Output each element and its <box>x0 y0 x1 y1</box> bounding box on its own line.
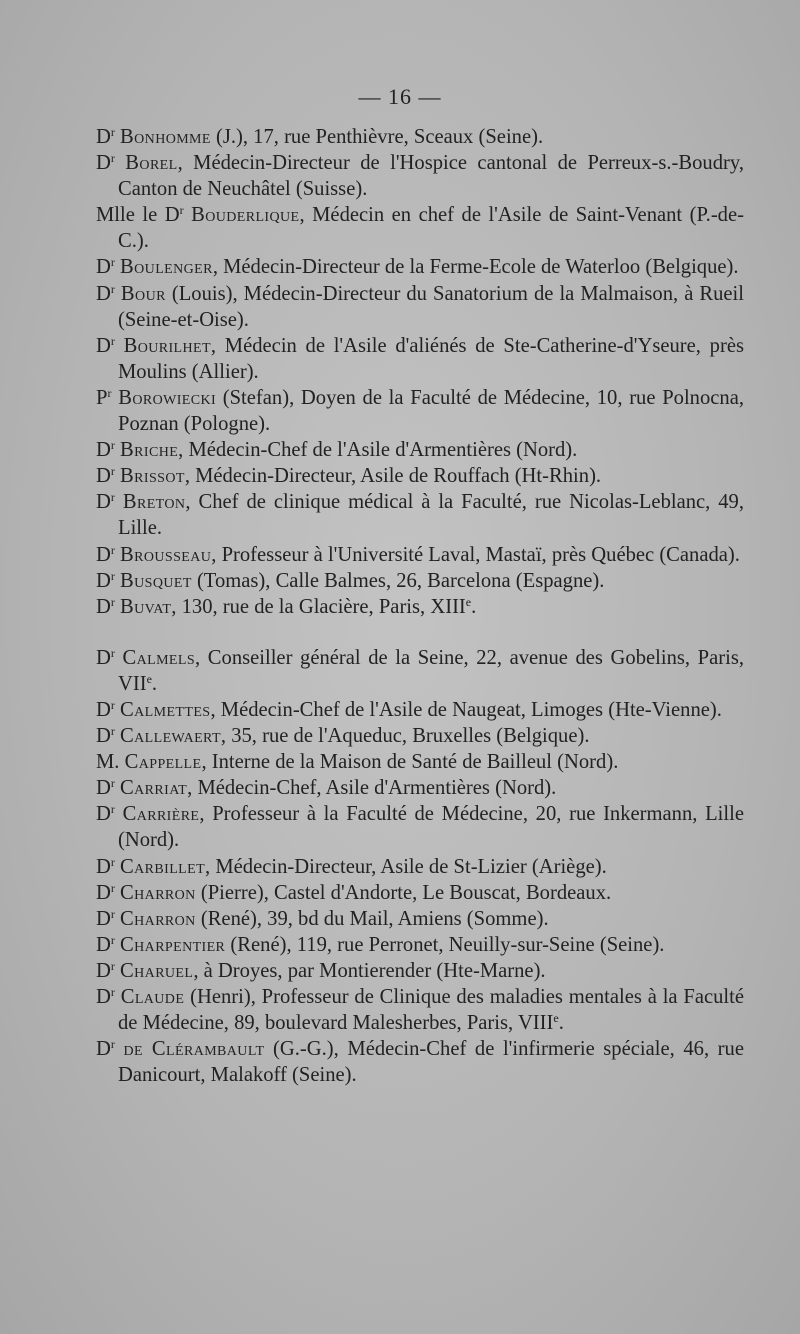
entry-name: Boulenger <box>120 256 213 279</box>
directory-entry <box>96 254 744 280</box>
entry-title-superscript: r <box>110 906 115 921</box>
entry-name: Calmels <box>122 646 196 669</box>
entry-name: Borowiecki <box>118 386 217 409</box>
entry-details: (Pierre), Castel d'Andorte, Le Bouscat, Bordeaux. <box>195 881 612 904</box>
ordinal-superscript: e <box>553 1011 559 1026</box>
directory-entry <box>96 932 744 958</box>
directory-entry <box>96 489 744 541</box>
entry-title: D <box>96 646 111 669</box>
entry-title: D <box>96 907 111 930</box>
entry-title: D <box>96 986 111 1008</box>
entry-title: D <box>96 152 111 175</box>
entry-title: D <box>96 491 111 514</box>
entry-details: (Stefan), Doyen de la Faculté de Médecine, 10, rue Polnocna, Poznan (Pologne). <box>118 386 744 436</box>
entry-details: , Médecin de l'Asile d'aliénés de Ste-Catherine-d'Yseure, près Moulins (Allier). <box>118 334 744 383</box>
entry-name: Brousseau <box>120 543 212 566</box>
entry-name: Callewaert <box>120 725 221 748</box>
directory-entry <box>96 984 744 1036</box>
directory-entry <box>96 385 744 437</box>
entry-details: (Tomas), Calle Balmes, 26, Barcelona (Espagne). <box>191 569 605 592</box>
entry-title-superscript: r <box>110 490 115 505</box>
entry-details: (René), 119, rue Perronet, Neuilly-sur-Seine (Seine). <box>225 933 665 956</box>
entry-title: D <box>96 933 111 956</box>
entry-title: D <box>96 543 111 566</box>
directory-entry <box>96 437 744 463</box>
entry-title: D <box>96 881 111 904</box>
entry-title: D <box>96 1038 111 1061</box>
directory-entry <box>96 749 744 775</box>
entry-title-superscript: r <box>110 1037 115 1052</box>
entry-name: Charpentier <box>120 933 226 956</box>
directory-entry <box>96 645 744 697</box>
entry-details-end: . <box>471 595 477 618</box>
entry-name: de Clérambault <box>123 1038 265 1061</box>
entry-name: Charron <box>120 907 196 930</box>
entry-title-superscript: r <box>110 125 115 139</box>
directory-entry <box>96 775 744 801</box>
entry-title: D <box>96 439 111 462</box>
entry-title-superscript: r <box>110 281 115 296</box>
entry-title: D <box>96 855 111 878</box>
entry-details: (J.), 17, rue Penthièvre, Sceaux (Seine). <box>210 126 544 148</box>
entry-name: Breton <box>122 491 186 514</box>
entry-details: , 130, rue de la Glacière, Paris, XIII <box>171 595 466 618</box>
entry-title-superscript: r <box>110 333 115 348</box>
entry-title-superscript: r <box>110 697 115 712</box>
entry-title: D <box>96 698 111 721</box>
entry-name: Bonhomme <box>120 126 211 148</box>
entry-details: , à Droyes, par Montierender (Hte-Marne). <box>193 959 546 982</box>
entry-details: (Henri), Professeur de Clinique des maladies mentales à la Faculté de Médecine, 89, boulevard Malesherbes, Paris, VIII <box>118 986 744 1035</box>
directory-entry <box>96 906 744 932</box>
entry-details: , Médecin en chef de l'Asile de Saint-Venant (P.-de-C.). <box>118 204 744 253</box>
entry-title-superscript: r <box>110 932 115 947</box>
entry-name: Bourilhet <box>123 334 211 357</box>
entry-title-superscript: r <box>110 854 115 869</box>
entry-details: (G.-G.), Médecin-Chef de l'infirmerie spéciale, 46, rue Danicourt, Malakoff (Seine). <box>118 1038 744 1087</box>
entry-title-superscript: r <box>110 594 115 609</box>
entry-title-superscript: r <box>110 802 115 817</box>
directory-entry <box>96 697 744 723</box>
entry-title-superscript: r <box>110 645 115 660</box>
directory-entry <box>96 333 744 385</box>
entry-details: , Médecin-Chef de l'Asile de Naugeat, Limoges (Hte-Vienne). <box>210 698 722 721</box>
entry-title-superscript: r <box>110 542 115 557</box>
entry-name: Bouderlique <box>191 204 300 227</box>
entry-title-superscript: r <box>110 151 115 166</box>
entry-name: Cappelle <box>124 751 202 774</box>
entry-name: Carriat <box>120 777 188 800</box>
entry-name: Carrière <box>122 803 200 826</box>
entry-details: , Médecin-Directeur, Asile de St-Lizier (Ariège). <box>205 855 607 878</box>
entry-name: Calmettes <box>120 698 211 721</box>
entry-title: M. <box>96 751 120 774</box>
page-number: — 16 — <box>358 84 442 109</box>
entry-title: D <box>96 725 111 748</box>
entry-details: , Médecin-Directeur, Asile de Rouffach (Ht-Rhin). <box>184 465 602 488</box>
directory-entry <box>96 281 744 333</box>
directory-entry <box>96 542 744 568</box>
directory-entry <box>96 124 744 150</box>
entry-name: Briche <box>120 439 179 462</box>
entry-title: D <box>96 959 111 982</box>
entry-name: Bour <box>120 282 166 305</box>
entry-title-superscript: r <box>110 985 115 999</box>
entry-title: D <box>96 569 111 592</box>
entry-details-end: . <box>151 672 158 695</box>
entry-title-superscript: r <box>110 776 115 791</box>
entry-title-superscript: r <box>110 568 115 583</box>
ordinal-superscript: e <box>146 671 152 686</box>
directory-entry <box>96 594 744 620</box>
entry-name: Buvat <box>120 595 172 618</box>
entry-title-superscript: r <box>110 438 115 453</box>
entry-title: D <box>96 334 111 357</box>
entry-details-end: . <box>558 1012 564 1035</box>
entry-details: , Médecin-Chef de l'Asile d'Armentières (Nord). <box>178 439 578 462</box>
directory-entry <box>96 202 744 254</box>
entry-title: D <box>96 803 111 826</box>
entry-details: , Médecin-Directeur de l'Hospice cantonal de Perreux-s.-Boudry, Canton de Neuchâtel (Suisse). <box>118 152 744 201</box>
entry-details: , Médecin-Directeur de la Ferme-Ecole de Waterloo (Belgique). <box>212 256 739 279</box>
entry-details: , Médecin-Chef, Asile d'Armentières (Nord). <box>187 777 557 800</box>
entry-title: D <box>96 282 111 305</box>
directory-entry <box>96 1036 744 1088</box>
entry-details: , 35, rue de l'Aqueduc, Bruxelles (Belgique). <box>220 725 590 748</box>
ordinal-superscript: e <box>465 594 472 609</box>
entry-name: Claude <box>120 986 185 1008</box>
entry-title: P <box>96 386 108 409</box>
entry-title-superscript: r <box>110 880 115 895</box>
directory-entry <box>96 723 744 749</box>
entry-name: Busquet <box>120 569 192 592</box>
entry-title-superscript: r <box>110 255 115 270</box>
entry-details: , Conseiller général de la Seine, 22, avenue des Gobelins, Paris, VII <box>118 646 744 695</box>
directory-list <box>96 124 744 1088</box>
entry-title-superscript: r <box>107 385 112 400</box>
directory-entry <box>96 568 744 594</box>
entry-title: D <box>96 465 111 488</box>
entry-title: D <box>96 256 111 279</box>
entry-name: Carbillet <box>120 855 206 878</box>
entry-title: Mlle le D <box>96 204 180 227</box>
entry-title: D <box>96 126 111 148</box>
directory-entry <box>96 801 744 853</box>
entry-title-superscript: r <box>110 958 115 973</box>
directory-entry <box>96 880 744 906</box>
entry-title-superscript: r <box>179 203 184 218</box>
entry-name: Borel <box>125 152 178 175</box>
entry-details: , Professeur à la Faculté de Médecine, 20, rue Inkermann, Lille (Nord). <box>118 803 744 852</box>
entry-title-superscript: r <box>110 464 115 479</box>
directory-entry <box>96 463 744 489</box>
entry-name: Brissot <box>120 465 185 488</box>
entry-name: Charron <box>120 881 196 904</box>
entry-title: D <box>96 777 111 800</box>
entry-details: , Chef de clinique médical à la Faculté, rue Nicolas-Leblanc, 49, Lille. <box>118 491 744 540</box>
entry-title: D <box>96 595 111 618</box>
directory-entry <box>96 150 744 202</box>
directory-entry <box>96 854 744 880</box>
entry-name: Charuel <box>120 959 194 982</box>
entry-title-superscript: r <box>110 724 115 739</box>
entry-details: (René), 39, bd du Mail, Amiens (Somme). <box>195 907 549 930</box>
entry-details: (Louis), Médecin-Directeur du Sanatorium de la Malmaison, à Rueil (Seine-et-Oise). <box>118 282 744 331</box>
entry-details: , Interne de la Maison de Santé de Bailleul (Nord). <box>201 751 619 774</box>
entry-details: , Professeur à l'Université Laval, Mastaï, près Québec (Canada). <box>211 543 740 566</box>
directory-entry <box>96 958 744 984</box>
